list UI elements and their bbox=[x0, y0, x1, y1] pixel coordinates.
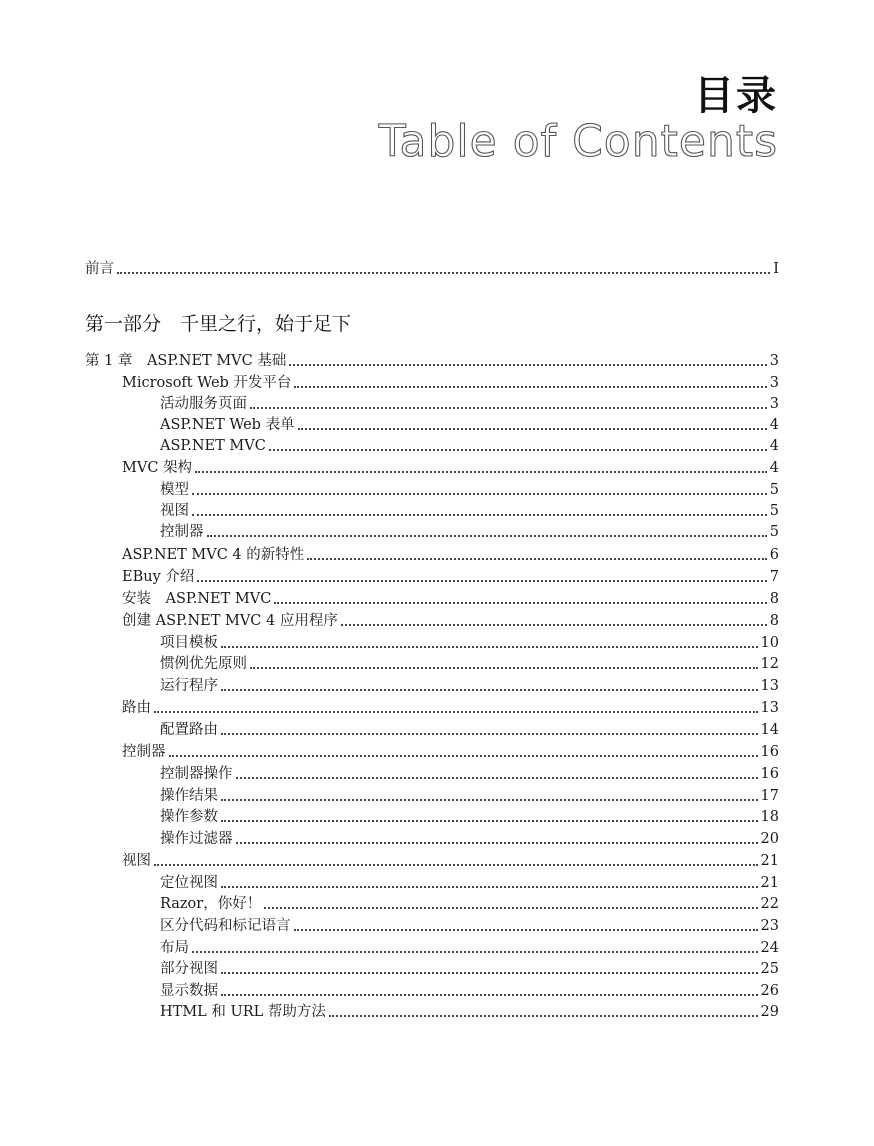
toc-entry-subsection[interactable] bbox=[85, 915, 779, 935]
toc-entry-label: 视图 bbox=[160, 503, 189, 519]
toc-entry-label: 布局 bbox=[160, 940, 189, 956]
toc-entry-label: 前言 bbox=[85, 261, 114, 277]
leader-dots bbox=[221, 820, 758, 822]
leader-dots bbox=[154, 711, 758, 713]
leader-dots bbox=[294, 386, 766, 388]
toc-entry-label: HTML 和 URL 帮助方法 bbox=[160, 1004, 326, 1020]
toc-entry-label: Razor，你好！ bbox=[160, 896, 262, 912]
toc-entry-label: 第 1 章 ASP.NET MVC 基础 bbox=[85, 353, 287, 369]
leader-dots bbox=[221, 994, 758, 996]
toc-entry-label: 定位视图 bbox=[160, 875, 218, 891]
toc-entry-label: 操作参数 bbox=[160, 809, 218, 825]
toc-entry-subsection[interactable] bbox=[85, 632, 779, 652]
leader-dots bbox=[192, 514, 767, 516]
toc-entry-label: ASP.NET Web 表单 bbox=[160, 417, 295, 433]
toc-entry-page: 14 bbox=[760, 722, 779, 738]
toc-entry-subsection[interactable] bbox=[85, 828, 779, 848]
toc-entry-subsection[interactable] bbox=[85, 893, 779, 913]
toc-entry-label: MVC 架构 bbox=[122, 460, 193, 476]
leader-dots bbox=[195, 471, 767, 473]
toc-entry-label: 操作过滤器 bbox=[160, 831, 233, 847]
toc-entry-section[interactable] bbox=[85, 741, 779, 761]
leader-dots bbox=[274, 602, 766, 604]
leader-dots bbox=[221, 646, 758, 648]
leader-dots bbox=[192, 493, 767, 495]
toc-entry-section[interactable] bbox=[85, 457, 779, 477]
toc-entry-subsection[interactable] bbox=[85, 785, 779, 805]
toc-entry-section[interactable] bbox=[85, 372, 779, 392]
toc-entry-label: Microsoft Web 开发平台 bbox=[122, 375, 292, 391]
toc-entry-subsection[interactable] bbox=[85, 980, 779, 1000]
toc-entry-label: 部分视图 bbox=[160, 961, 218, 977]
toc-entry-page: 20 bbox=[760, 831, 779, 847]
leader-dots bbox=[221, 799, 758, 801]
leader-dots bbox=[269, 449, 767, 451]
leader-dots bbox=[264, 907, 757, 909]
toc-entry-label: 操作结果 bbox=[160, 788, 218, 804]
toc-entry-page: 5 bbox=[769, 524, 779, 540]
toc-entry-subsection[interactable] bbox=[85, 763, 779, 783]
toc-entry-page: 8 bbox=[769, 591, 779, 607]
toc-entry-page: 7 bbox=[769, 569, 779, 585]
toc-entry-page: 13 bbox=[760, 700, 779, 716]
toc-entry-page: 29 bbox=[760, 1004, 779, 1020]
toc-entry-page: 4 bbox=[769, 417, 779, 433]
toc-entry-subsection[interactable] bbox=[85, 414, 779, 434]
leader-dots bbox=[236, 777, 758, 779]
toc-entry-subsection[interactable] bbox=[85, 653, 779, 673]
toc-entry-preface[interactable] bbox=[85, 258, 779, 278]
toc-entry-section[interactable] bbox=[85, 610, 779, 630]
toc-entry-page: 18 bbox=[760, 809, 779, 825]
leader-dots bbox=[307, 558, 767, 560]
toc-entry-page: I bbox=[773, 261, 779, 277]
toc-entry-page: 16 bbox=[760, 744, 779, 760]
leader-dots bbox=[221, 733, 758, 735]
toc-entry-subsection[interactable] bbox=[85, 521, 779, 541]
toc-entry-label: 区分代码和标记语言 bbox=[160, 918, 291, 934]
toc-entry-label: 创建 ASP.NET MVC 4 应用程序 bbox=[122, 613, 338, 629]
toc-entry-label: ASP.NET MVC bbox=[160, 438, 266, 454]
toc-entry-label: 控制器 bbox=[122, 744, 166, 760]
toc-entry-page: 17 bbox=[760, 788, 779, 804]
toc-entry-chapter[interactable] bbox=[85, 350, 779, 370]
toc-entry-label: 模型 bbox=[160, 482, 189, 498]
leader-dots bbox=[192, 951, 758, 953]
toc-entry-page: 23 bbox=[760, 918, 779, 934]
page-title-english: Table of Contents bbox=[378, 116, 778, 167]
toc-entry-page: 26 bbox=[760, 983, 779, 999]
toc-entry-section[interactable] bbox=[85, 544, 779, 564]
toc-entry-label: ASP.NET MVC 4 的新特性 bbox=[122, 547, 305, 563]
toc-entry-page: 21 bbox=[760, 853, 779, 869]
toc-entry-subsection[interactable] bbox=[85, 872, 779, 892]
leader-dots bbox=[221, 972, 758, 974]
leader-dots bbox=[289, 364, 766, 366]
leader-dots bbox=[207, 535, 767, 537]
toc-entry-page: 6 bbox=[769, 547, 779, 563]
toc-entry-page: 4 bbox=[769, 438, 779, 454]
toc-entry-label: 视图 bbox=[122, 853, 151, 869]
toc-entry-page: 24 bbox=[760, 940, 779, 956]
leader-dots bbox=[197, 580, 766, 582]
leader-dots bbox=[221, 689, 758, 691]
toc-entry-page: 10 bbox=[760, 635, 779, 651]
toc-entry-subsection[interactable] bbox=[85, 675, 779, 695]
toc-entry-page: 13 bbox=[760, 678, 779, 694]
toc-entry-label: 惯例优先原则 bbox=[160, 656, 247, 672]
toc-entry-page: 16 bbox=[760, 766, 779, 782]
toc-entry-page: 3 bbox=[769, 353, 779, 369]
leader-dots bbox=[298, 428, 767, 430]
leader-dots bbox=[294, 929, 758, 931]
toc-entry-subsection[interactable] bbox=[85, 393, 779, 413]
toc-entry-subsection[interactable] bbox=[85, 479, 779, 499]
toc-entry-label: 运行程序 bbox=[160, 678, 218, 694]
toc-entry-label: 路由 bbox=[122, 700, 151, 716]
toc-entry-page: 25 bbox=[760, 961, 779, 977]
toc-entry-subsection[interactable] bbox=[85, 719, 779, 739]
toc-entry-subsection[interactable] bbox=[85, 958, 779, 978]
toc-entry-subsection[interactable] bbox=[85, 500, 779, 520]
toc-entry-page: 12 bbox=[760, 656, 779, 672]
leader-dots bbox=[154, 864, 758, 866]
page-title-chinese: 目录 bbox=[694, 73, 778, 119]
toc-entry-label: 配置路由 bbox=[160, 722, 218, 738]
toc-entry-label: 活动服务页面 bbox=[160, 396, 247, 412]
leader-dots bbox=[236, 842, 758, 844]
toc-entry-page: 4 bbox=[769, 460, 779, 476]
leader-dots bbox=[221, 886, 758, 888]
toc-entry-label: 控制器操作 bbox=[160, 766, 233, 782]
part-heading: 第一部分 千里之行，始于足下 bbox=[85, 313, 352, 335]
toc-entry-page: 21 bbox=[760, 875, 779, 891]
toc-entry-subsection[interactable] bbox=[85, 806, 779, 826]
toc-entry-label: 显示数据 bbox=[160, 983, 218, 999]
toc-entry-subsection[interactable] bbox=[85, 1001, 779, 1021]
toc-entry-page: 3 bbox=[769, 396, 779, 412]
leader-dots bbox=[250, 407, 767, 409]
leader-dots bbox=[341, 624, 767, 626]
toc-entry-subsection[interactable] bbox=[85, 435, 779, 455]
toc-entry-section[interactable] bbox=[85, 588, 779, 608]
toc-entry-page: 8 bbox=[769, 613, 779, 629]
toc-entry-page: 5 bbox=[769, 482, 779, 498]
toc-entry-page: 3 bbox=[769, 375, 779, 391]
leader-dots bbox=[329, 1015, 758, 1017]
toc-entry-page: 22 bbox=[760, 896, 779, 912]
toc-entry-label: 控制器 bbox=[160, 524, 204, 540]
toc-entry-label: EBuy 介绍 bbox=[122, 569, 195, 585]
toc-entry-section[interactable] bbox=[85, 850, 779, 870]
leader-dots bbox=[117, 272, 770, 274]
toc-entry-section[interactable] bbox=[85, 697, 779, 717]
leader-dots bbox=[250, 667, 758, 669]
leader-dots bbox=[169, 755, 758, 757]
toc-entry-section[interactable] bbox=[85, 566, 779, 586]
toc-entry-subsection[interactable] bbox=[85, 937, 779, 957]
toc-entry-label: 项目模板 bbox=[160, 635, 218, 651]
toc-entry-page: 5 bbox=[769, 503, 779, 519]
toc-entry-label: 安装 ASP.NET MVC bbox=[122, 591, 272, 607]
